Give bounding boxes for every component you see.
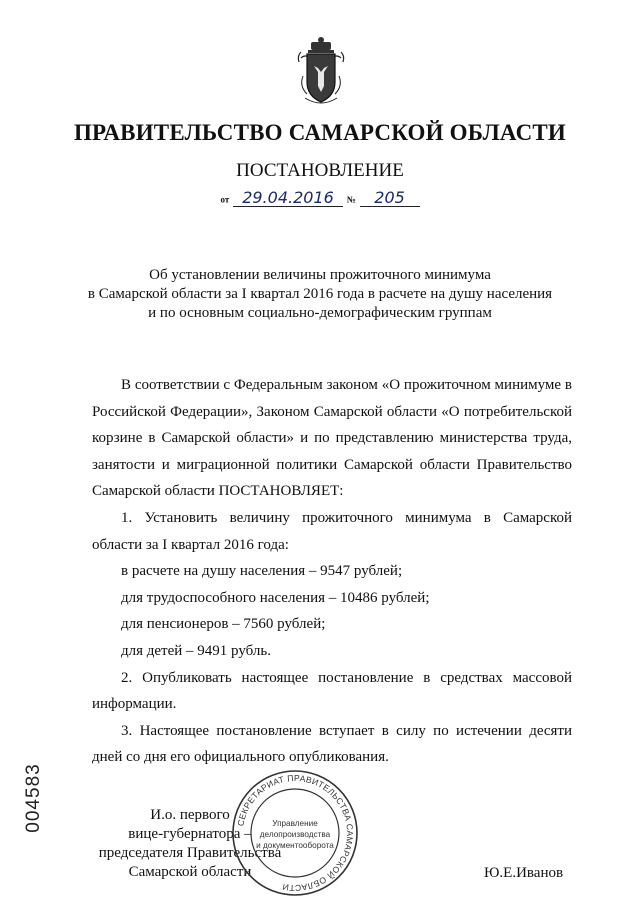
signer-line: председателя Правительства — [98, 845, 282, 861]
signer-line: И.о. первого — [150, 807, 230, 823]
subsistence-working-age: для трудоспособного населения – 10486 рублей; — [121, 589, 430, 606]
document-subject — [60, 266, 580, 323]
subsistence-pensioners: для пенсионеров – 7560 рублей; — [121, 616, 326, 633]
handwritten-number: 205 — [360, 190, 420, 207]
item-1: 1. Установить величину прожиточного минимума в Самарской области за I квартал 2016 года: — [92, 509, 572, 553]
subject-line: в Самарской области за I квартал 2016 года в расчете на душу населения — [87, 286, 553, 302]
date-number-line — [0, 190, 640, 208]
official-stamp — [230, 768, 360, 898]
signer-line: вице-губернатора – — [128, 826, 252, 842]
document-type: ПОСТАНОВЛЕНИЕ — [236, 160, 404, 181]
stamp-center-line: Управление — [272, 819, 318, 828]
item-3: 3. Настоящее постановление вступает в силу по истечении десяти дней со дня его официального опубликования. — [92, 722, 572, 766]
subsistence-per-capita: в расчете на душу населения – 9547 рублей; — [121, 563, 403, 580]
handwritten-date: 29.04.2016 — [233, 190, 343, 207]
preamble-paragraph: В соответствии с Федеральным законом «О прожиточном минимуме в Российской Федерации», Законом Самарской области «О потребительской корзине в Самарской области» и по представлению министерства труда, занятости и миграционной политики Самарской области Правительство Самарской области ПОСТАНОВЛЯЕТ: — [92, 377, 572, 500]
registration-number-text: 004583 — [23, 763, 44, 833]
subject-line: Об установлении величины прожиточного минимума — [149, 267, 491, 283]
document-body — [92, 372, 572, 771]
subsistence-children: для детей – 9491 рубль. — [121, 642, 271, 659]
government-title: ПРАВИТЕЛЬСТВО САМАРСКОЙ ОБЛАСТИ — [73, 120, 567, 145]
coat-of-arms-emblem — [295, 36, 347, 106]
signer-name: Ю.Е.Иванов — [484, 865, 564, 881]
registration-number — [14, 758, 54, 838]
stamp-center-line: и документооборота — [256, 841, 334, 850]
item-2: 2. Опубликовать настоящее постановление в средствах массовой информации. — [92, 669, 572, 713]
date-prefix: от — [220, 194, 230, 205]
number-sign: № — [346, 194, 356, 205]
stamp-ring-text: СЕКРЕТАРИАТ ПРАВИТЕЛЬСТВА САМАРСКОЙ ОБЛАСТИ — [235, 772, 356, 894]
signer-line: Самарской области — [128, 864, 252, 880]
stamp-center-line: делопроизводства — [259, 830, 331, 839]
subject-line: и по основным социально-демографическим группам — [148, 305, 492, 321]
